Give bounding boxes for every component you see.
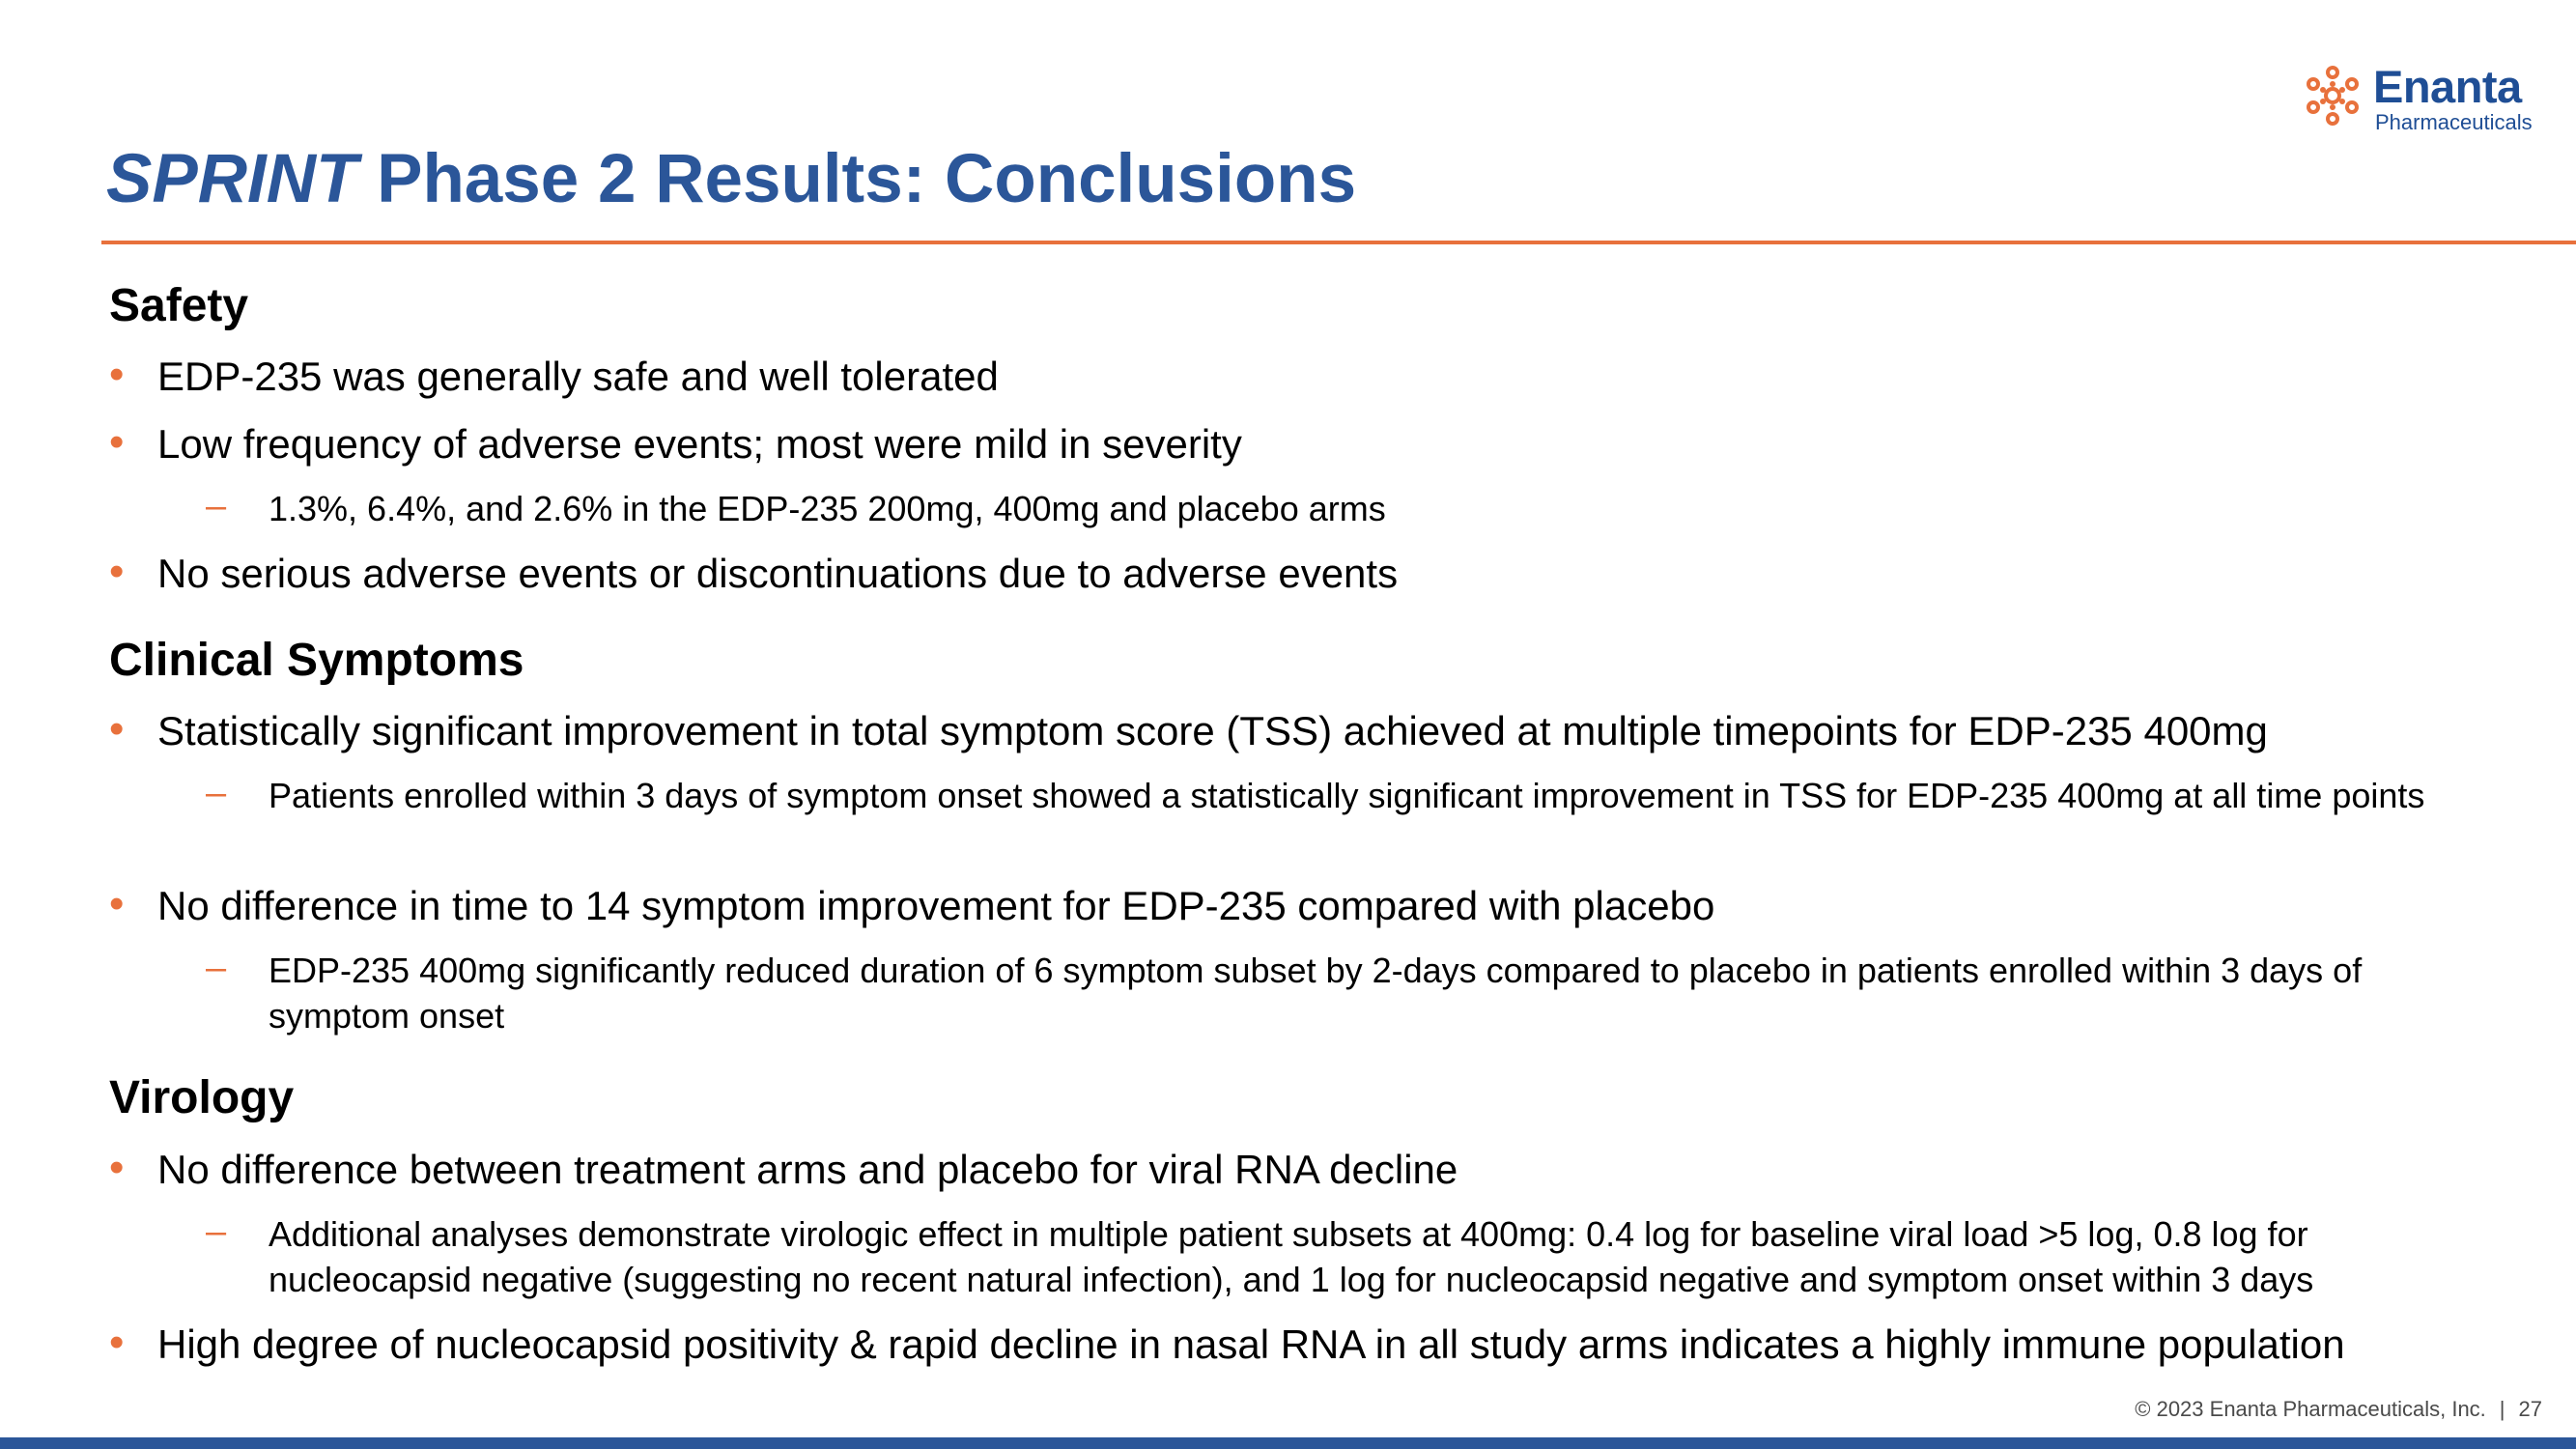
title-rest: Phase 2 Results: Conclusions: [357, 141, 1357, 217]
title-italic: SPRINT: [106, 141, 358, 217]
bullet-marker: •: [109, 1319, 125, 1366]
title-divider: [101, 241, 2576, 244]
footer: [2135, 1397, 2542, 1422]
bullet-text: No difference in time to 14 symptom improvement for EDP-235 compared with placebo: [157, 883, 1715, 928]
sub-bullet-marker: –: [206, 1211, 227, 1252]
sub-bullet-text: Additional analyses demonstrate virologic effect in multiple patient subsets at 400mg: 0.4 log for baseline viral load >5 log, 0.8 log for nucleocapsid negative (suggesting no recent natural infection), and 1 log for nucleocapsid negative and symptom onset within 3 days: [269, 1214, 2314, 1299]
bullet-text: Statistically significant improvement in total symptom score (TSS) achieved at multiple timepoints for EDP-235 400mg: [157, 708, 2268, 753]
logo-name: Enanta: [2373, 61, 2522, 112]
page-number: 27: [2518, 1397, 2542, 1421]
bullet-text: Low frequency of adverse events; most were mild in severity: [157, 421, 1242, 467]
footer-separator: |: [2499, 1397, 2505, 1421]
bullet-text: EDP-235 was generally safe and well tolerated: [157, 354, 999, 399]
footer-bar: [0, 1437, 2576, 1449]
enanta-logo-icon: [2301, 64, 2364, 128]
bullet-text: No serious adverse events or discontinuations due to adverse events: [157, 551, 1399, 596]
section-heading-virology: Virology: [109, 1072, 295, 1123]
slide-title: [106, 141, 1357, 217]
bullet-marker: •: [109, 705, 125, 753]
bullet-marker: •: [109, 548, 125, 595]
section-heading-safety: Safety: [109, 280, 249, 331]
bullet-marker: •: [109, 880, 125, 927]
sub-bullet-text: EDP-235 400mg significantly reduced duration of 6 symptom subset by 2-days compared to placebo in patients enrolled within 3 days of symptom onset: [269, 951, 2363, 1036]
sub-bullet-marker: –: [206, 486, 227, 526]
company-logo: [2301, 62, 2533, 135]
bullet-marker: •: [109, 351, 125, 398]
bullet-text: No difference between treatment arms and placebo for viral RNA decline: [157, 1147, 1458, 1192]
bullet-marker: •: [109, 418, 125, 466]
sub-bullet-text: Patients enrolled within 3 days of symptom onset showed a statistically significant improvement in TSS for EDP-235 400mg at all time points: [269, 776, 2425, 815]
sub-bullet-text: 1.3%, 6.4%, and 2.6% in the EDP-235 200mg, 400mg and placebo arms: [269, 489, 1386, 528]
bullet-marker: •: [109, 1144, 125, 1191]
sub-bullet-marker: –: [206, 948, 227, 988]
footer-copyright: © 2023 Enanta Pharmaceuticals, Inc.: [2135, 1397, 2486, 1421]
section-heading-clinical-symptoms: Clinical Symptoms: [109, 635, 524, 686]
sub-bullet-marker: –: [206, 773, 227, 813]
bullet-text: High degree of nucleocapsid positivity & rapid decline in nasal RNA in all study arms indicates a highly immune population: [157, 1321, 2345, 1367]
logo-subtitle: Pharmaceuticals: [2375, 110, 2533, 134]
